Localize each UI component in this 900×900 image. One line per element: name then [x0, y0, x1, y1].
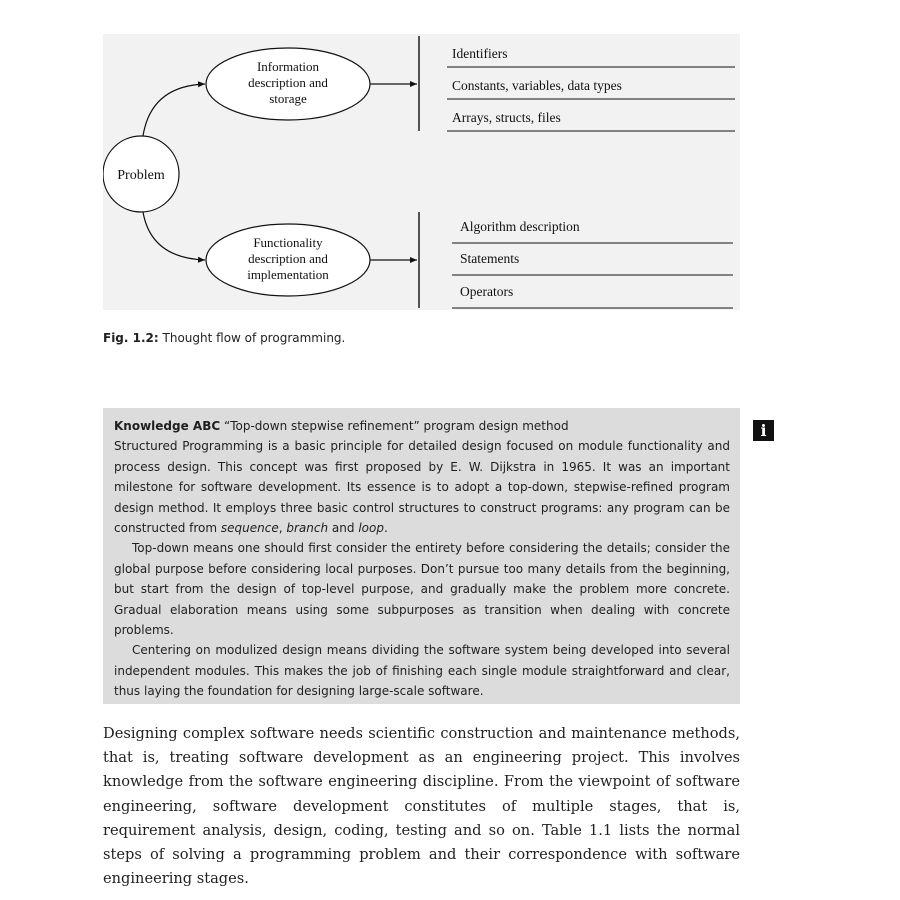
- body-paragraph: Designing complex software needs scientific construction and maintenance methods, that is, treating software development as an engineering project. This involves knowledge from the software engineering discipline. From the viewpoint of software engineering, software development constitutes of multiple stages, that is, requirement analysis, design, coding, testing and so on. Table 1.1 lists the normal steps of solving a programming problem and their correspondence with software engineering stages.: [103, 725, 740, 888]
- body-text: [103, 722, 740, 891]
- lower-node-line-3: implementation: [247, 267, 329, 282]
- curve-to-lower: [143, 212, 205, 260]
- knowledge-box-label: Knowledge ABC: [114, 419, 221, 433]
- knowledge-box-title: “Top-down stepwise refinement” program design method: [224, 419, 569, 433]
- caption-text: Thought flow of programming.: [162, 331, 346, 345]
- thought-flow-diagram: [103, 34, 740, 310]
- knowledge-box: [103, 408, 740, 704]
- upper-list-item-3: Arrays, structs, files: [452, 110, 561, 125]
- upper-list-item-1: Identifiers: [452, 46, 508, 61]
- lower-list-item-2: Statements: [460, 251, 520, 266]
- upper-list-item-2: Constants, variables, data types: [452, 78, 622, 93]
- lower-list-item-3: Operators: [460, 284, 514, 299]
- knowledge-box-header: [114, 416, 730, 436]
- info-icon: i: [753, 420, 774, 441]
- lower-node-line-1: Functionality: [253, 235, 323, 250]
- lower-node-line-2: description and: [248, 251, 328, 266]
- upper-node-line-2: description and: [248, 75, 328, 90]
- knowledge-paragraph-2: Top-down means one should first consider the entirety before considering the details; consider the global purpose before considering local purposes. Don’t pursue too many details from the beginning, but start from the design of top-level purpose, and gradually make the problem more concrete. Gradual elaboration means using some subpurposes as transition when dealing with concrete problems.: [114, 541, 730, 638]
- problem-label: Problem: [117, 168, 165, 183]
- curve-to-upper: [143, 84, 205, 136]
- upper-node-line-3: storage: [269, 91, 307, 106]
- caption-label: Fig. 1.2:: [103, 331, 159, 345]
- figure-caption: [103, 331, 345, 345]
- knowledge-paragraph-1: Structured Programming is a basic principle for detailed design focused on module functionality and process design. This concept was first proposed by E. W. Dijkstra in 1965. It was an important milestone for software development. Its essence is to adopt a top-down, stepwise-refined program design method. It employs three basic control structures to construct programs: any program can be constructed from sequence, branch and loop.: [114, 439, 730, 536]
- upper-node-line-1: Information: [256, 59, 320, 74]
- lower-list-item-1: Algorithm description: [460, 219, 580, 234]
- knowledge-paragraph-3: Centering on modulized design means dividing the software system being developed into several independent modules. This makes the job of finishing each single module straightforward and clear, thus laying the foundation for designing large-scale software.: [114, 643, 730, 699]
